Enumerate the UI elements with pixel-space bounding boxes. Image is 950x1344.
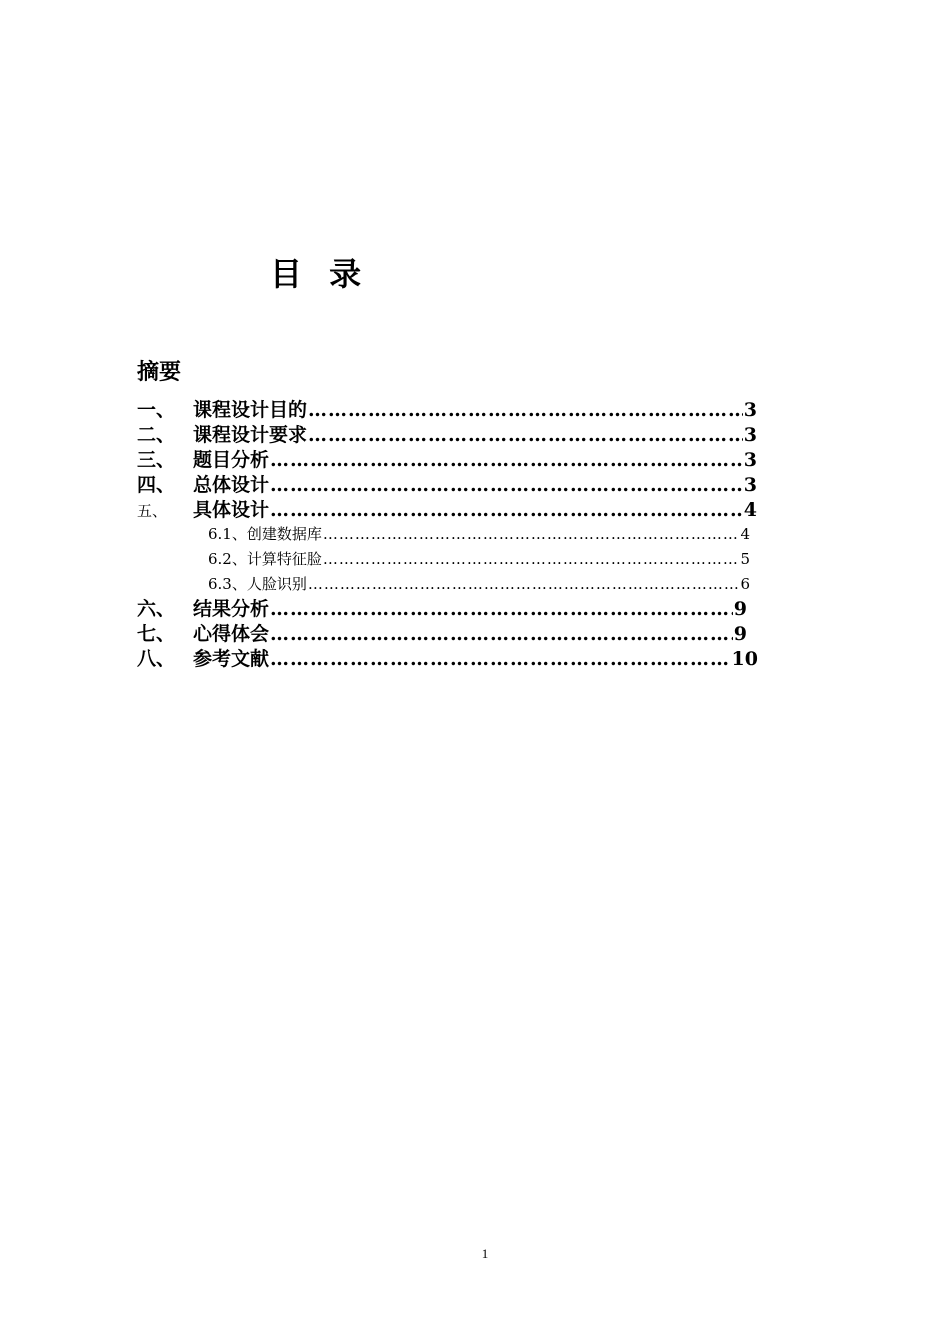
toc-entry-page: 9 <box>733 623 747 645</box>
toc-entry <box>137 647 758 672</box>
toc-entry-number: 六、 <box>137 598 176 620</box>
toc-subentry <box>208 572 750 596</box>
toc-entry <box>137 398 757 423</box>
toc-subentry-label: 6.2、计算特征脸 <box>208 550 322 568</box>
toc-leader-dots <box>270 597 733 622</box>
toc-leader-dots <box>270 448 743 473</box>
toc-entry-label: 结果分析 <box>193 598 270 620</box>
toc-entry <box>137 473 757 498</box>
toc-leader-dots <box>323 522 740 546</box>
toc-entry-label: 具体设计 <box>193 499 270 521</box>
toc-entry-label: 总体设计 <box>193 474 270 496</box>
page-number: 1 <box>481 1246 489 1261</box>
toc-leader-dots <box>323 547 740 571</box>
toc-entry-number: 一、 <box>137 399 176 421</box>
toc-entry-page: 3 <box>743 424 757 446</box>
toc-subentry-label: 6.3、人脸识别 <box>208 575 307 593</box>
toc-entry-number: 四、 <box>137 474 176 496</box>
toc-leader-dots <box>270 622 733 647</box>
toc-subentry <box>208 522 750 546</box>
toc-entry <box>137 622 747 647</box>
toc-entry-label: 参考文献 <box>193 648 270 670</box>
toc-leader-dots <box>270 647 731 672</box>
toc-leader-dots <box>308 398 743 423</box>
toc-subentry-page: 4 <box>740 525 750 543</box>
abstract-heading: 摘要 <box>137 359 182 385</box>
page-title: 目 录 <box>270 255 370 293</box>
toc-entry <box>137 498 757 523</box>
toc-entry-page: 4 <box>743 499 757 521</box>
toc-subentry <box>208 547 750 571</box>
toc-entry-label: 课程设计要求 <box>193 424 308 446</box>
toc-leader-dots <box>270 498 743 523</box>
toc-entry-page: 3 <box>743 399 757 421</box>
toc-entry <box>137 597 747 622</box>
toc-entry <box>137 448 757 473</box>
toc-subentry-label: 6.1、创建数据库 <box>208 525 322 543</box>
toc-entry-label: 课程设计目的 <box>193 399 308 421</box>
toc-leader-dots <box>308 572 740 596</box>
toc-leader-dots <box>308 423 743 448</box>
toc-subentry-page: 5 <box>740 550 750 568</box>
toc-entry-number: 五、 <box>137 502 168 520</box>
toc-leader-dots <box>270 473 743 498</box>
toc-entry-page: 10 <box>731 648 758 670</box>
toc-entry-page: 3 <box>743 449 757 471</box>
toc-entry-number: 七、 <box>137 623 176 645</box>
toc-entry-page: 9 <box>733 598 747 620</box>
toc-entry-label: 心得体会 <box>193 623 270 645</box>
toc-entry-number: 二、 <box>137 424 176 446</box>
toc-entry-number: 八、 <box>137 648 176 670</box>
toc-entry <box>137 423 757 448</box>
toc-subentry-page: 6 <box>740 575 750 593</box>
toc-entry-page: 3 <box>743 474 757 496</box>
toc-entry-label: 题目分析 <box>193 449 270 471</box>
toc-entry-number: 三、 <box>137 449 176 471</box>
